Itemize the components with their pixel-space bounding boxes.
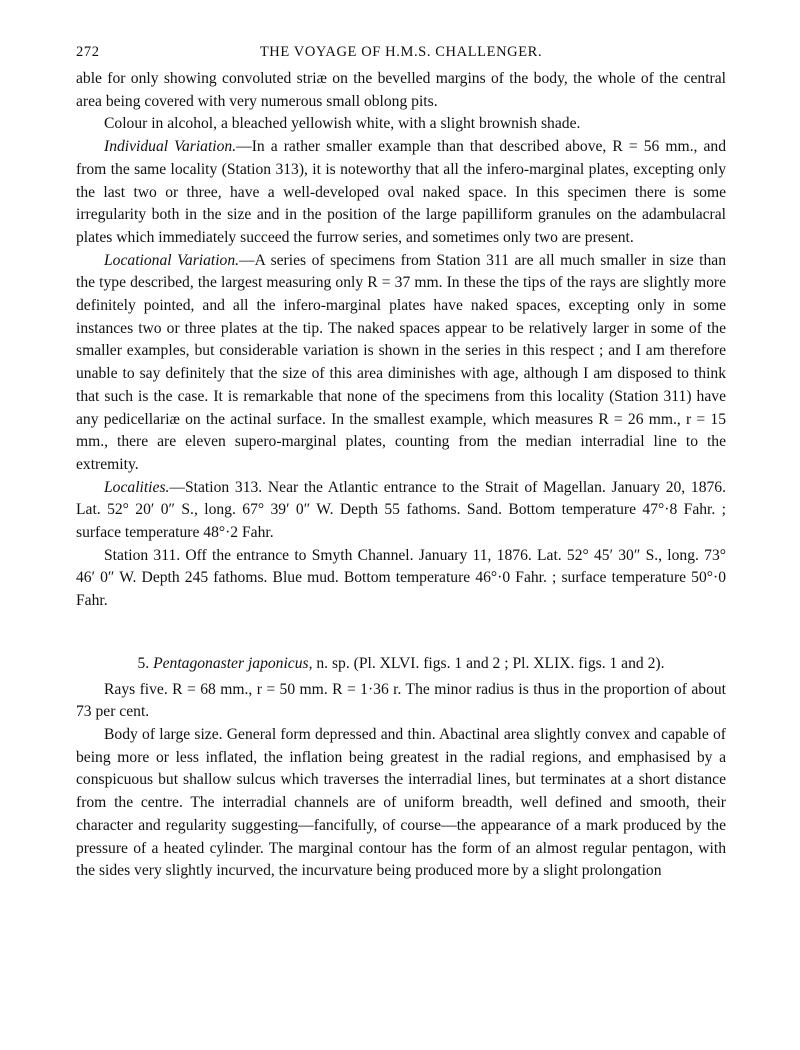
species-name: Pentagonaster japonicus, <box>153 654 313 672</box>
individual-variation-text: —In a rather smaller example than that described above, R = 56 mm., and from the same locality (Station 313), it is noteworthy that all the infero-marginal plates, excepting only the last two or three, have a well-developed oval naked space. In this specimen there is some irregularity both in the size and in the position of the large papilliform granules on the adambulacral plates which immediately succeed the furrow series, and sometimes only two are present. <box>76 138 726 246</box>
species-plates: n. sp. (Pl. XLVI. figs. 1 and 2 ; Pl. XLIX. figs. 1 and 2). <box>312 654 665 672</box>
section-gap <box>76 613 726 653</box>
page-number: 272 <box>76 44 100 60</box>
paragraph-locational-variation <box>76 250 726 477</box>
locational-variation-text: —A series of specimens from Station 311 are all much smaller in size than the type described, the largest measuring only R = 37 mm. In these the tips of the rays are slightly more definitely pointed, and all the infero-marginal plates have naked spaces, excepting only in some instances two or three plates at the tip. The naked spaces appear to be relatively larger in some of the smaller examples, but considerable variation is shown in the series in this respect ; and I am therefore unable to say definitely that the size of this area diminishes with age, although I am disposed to think that such is the case. It is remarkable that none of the specimens from this locality (Station 311) have any pedicellariæ on the actinal surface. In the smallest example, which measures R = 26 mm., r = 15 mm., there are eleven supero-marginal plates, counting from the median interradial line to the extremity. <box>76 251 726 473</box>
localities-text: —Station 313. Near the Atlantic entrance to the Strait of Magellan. January 20, 1876. Lat. 52° 20′ 0″ S., long. 67° 39′ 0″ W. Depth 55 fathoms. Sand. Bottom temperature 47°·8 Fahr. ; surface temperature 48°·2 Fahr. <box>76 478 726 542</box>
paragraph-continued: able for only showing convoluted striæ on the bevelled margins of the body, the whole of the central area being covered with very numerous small oblong pits. <box>76 70 726 110</box>
species-number: 5. <box>137 654 154 672</box>
book-page <box>76 40 726 883</box>
paragraph-individual-variation <box>76 136 726 250</box>
page-header <box>76 40 726 68</box>
individual-variation-heading: Individual Variation. <box>104 138 237 156</box>
species-heading <box>76 653 726 676</box>
localities-heading: Localities. <box>104 478 170 496</box>
paragraph-localities <box>76 477 726 545</box>
paragraph-colour: Colour in alcohol, a bleached yellowish white, with a slight brownish shade. <box>104 115 581 133</box>
paragraph-station-311: Station 311. Off the entrance to Smyth Channel. January 11, 1876. Lat. 52° 45′ 30″ S., long. 73° 46′ 0″ W. Depth 245 fathoms. Blue mud. Bottom temperature 46°·0 Fahr. ; surface temperature 50°·0 Fahr. <box>76 546 726 610</box>
paragraph-rays: Rays five. R = 68 mm., r = 50 mm. R = 1·36 r. The minor radius is thus in the proportion of about 73 per cent. <box>76 680 726 721</box>
paragraph-body: Body of large size. General form depressed and thin. Abactinal area slightly convex and capable of being more or less inflated, the inflation being greatest in the radial regions, and emphasised by a conspicuous but shallow sulcus which traverses the interradial lines, but terminates at a short distance from the centre. The interradial channels are of uniform breadth, well defined and smooth, their character and regularity suggesting—fancifully, of course—the appearance of a mark produced by the pressure of a heated cylinder. The marginal contour has the form of an almost regular pentagon, with the sides very slightly incurved, the incurvature being produced more by a slight prolongation <box>76 725 726 880</box>
running-title: THE VOYAGE OF H.M.S. CHALLENGER. <box>259 44 543 60</box>
locational-variation-heading: Locational Variation. <box>104 251 240 269</box>
